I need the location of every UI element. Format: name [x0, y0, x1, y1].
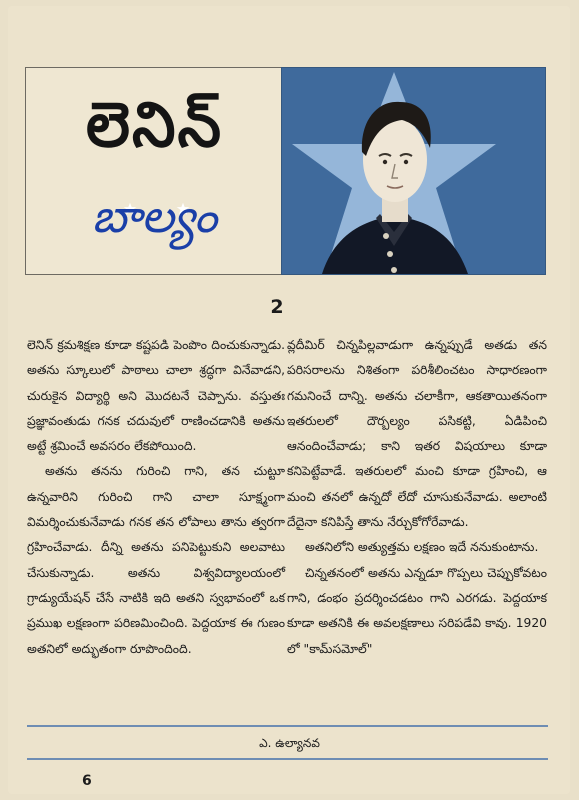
author-credit: ఎ. ఉల్యానవ [259, 736, 320, 750]
article-subtitle: బాల్యం [91, 189, 218, 243]
paragraph: చిన్నతనంలో అతను ఎన్నడూ గొప్పలు చెప్పుకోవటం గాని, డంభం ప్రదర్శించడటం గాని ఎరగడు. పెద్దయాక కూడా అతనికి ఈ అవలక్షణాలు సరిపడేవి కావు. 1920 లో "కామ్‌సమోల్" [287, 565, 547, 656]
paragraph: లెనిన్ క్రమశిక్షణ కూడా కష్టపడి పెంపొం దించుకున్నాడు. అతను స్కూలులో పాఠాలు చాలా శ్రద్ధగా వినేవాడని, చురుకైన విద్యార్థి అని మొదటనే చెప్పాను. వస్తుతః ప్రజ్ఞావంతుడు గనక చదువులో రాణించడానికి అతను అట్టే శ్రమించే అవసరం లేకపోయింది. [27, 338, 285, 454]
page-number: 6 [82, 773, 92, 789]
paragraph: అతను తనను గురించి గాని, తన చుట్టూ ఉన్నవారిని గురించి గాని చాలా సూక్ష్మంగా విమర్శించుకునేవాడు గనక తన లోపాలు తాను త్వరగా గ్రహించేవాడు. దీన్ని అతను పనిపెట్టుకుని అలవాటు చేసుకున్నాడు. అతను విశ్వవిద్యాలయంలో గ్రాడ్యుయేషన్ చేసే నాటికి ఇది అతని స్వభావంలో ఒక ప్రముఖ లక్షణంగా పరిణమించింది. పెద్దయాక ఈ గుణం అతనిలో అద్భుతంగా రూపొందింది. [27, 464, 285, 656]
paragraph: వ్లదీమిర్ చిన్నపిల్లవాడుగా ఉన్నప్పుడే అతడు తన పరిసరాలను నిశితంగా పరిశీలించటం సాధారణంగా గమనించే దాన్ని. అతను చలాకీగా, ఆకతాయితనంగా ఇతరులలో దౌర్బల్యం పసికట్టి, ఏడిపించి ఆనందించేవాడు; కాని ఇతర విషయాలు కూడా కనిపెట్టేవాడే. ఇతరులలో మంచి కూడా గ్రహించి, ఆ మంచి తనలో ఉన్నదో లేదో చూసుకునేవాడు. అలాంటి దేదైనా కనిపిస్తే తాను నేర్చుకోగోరేవాడు. [287, 338, 547, 530]
left-column [27, 333, 285, 662]
title-panel [25, 67, 284, 275]
part-number: 2 [270, 296, 284, 318]
footer-divider [27, 725, 548, 727]
footer-divider [27, 758, 548, 760]
lenin-portrait [281, 67, 546, 275]
portrait-illustration [282, 68, 545, 274]
article-title: లెనిన్ [85, 88, 223, 161]
right-column [287, 333, 547, 662]
paragraph: అతనిలోని అత్యుత్తమ లక్షణం ఇదే ననుకుంటాను. [305, 540, 539, 555]
